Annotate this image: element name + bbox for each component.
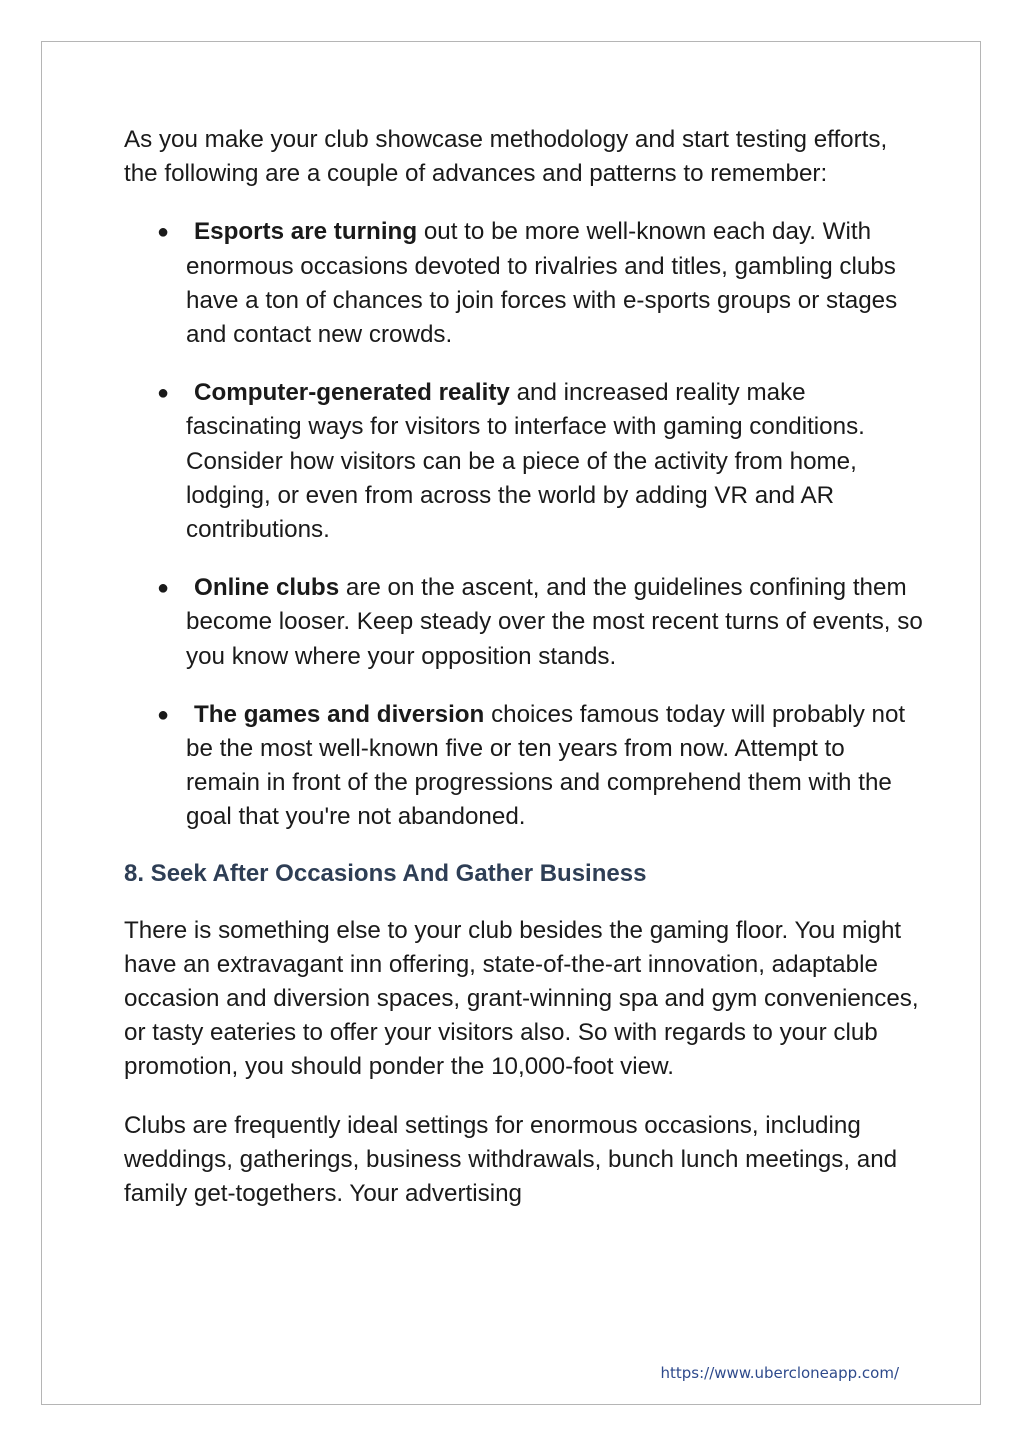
trend-list [124,215,924,834]
document-body [124,123,924,1211]
body-paragraph: Clubs are frequently ideal settings for enormous occasions, including weddings, gatherings, business withdrawals, bunch lunch meetings, and family get-togethers. Your advertising [124,1111,898,1208]
section-heading: 8. Seek After Occasions And Gather Business [124,859,647,887]
bullet-icon: ● [157,577,170,600]
bullet-text: are on the ascent, and the guidelines confining them become looser. Keep steady over the most recent turns of events, so you know where your opposition stands. [186,574,923,670]
bullet-text: choices famous today will probably not be the most well-known five or ten years from now. Attempt to remain in front of the progressions and comprehend them with the goal that you're not abandoned. [186,700,906,831]
list-item [124,698,924,835]
bullet-icon: ● [157,221,170,244]
bullet-lead: Esports are turning [194,218,418,246]
intro-paragraph: As you make your club showcase methodology and start testing efforts, the following are a couple of advances and patterns to remember: [124,126,888,188]
bullet-lead: The games and diversion [194,700,485,728]
bullet-icon: ● [157,382,170,405]
bullet-lead: Online clubs [194,574,340,602]
bullet-lead: Computer-generated reality [194,379,510,407]
bullet-text: out to be more well-known each day. With enormous occasions devoted to rivalries and titles, gambling clubs have a ton of chances to join forces with e-sports groups or stages and contact new crowds. [186,218,898,349]
list-item [124,215,924,352]
list-item [124,571,924,674]
list-item [124,376,924,547]
footer-url-link[interactable]: https://www.ubercloneapp.com/ [660,1364,899,1382]
body-paragraph: There is something else to your club besides the gaming floor. You might have an extravagant inn offering, state-of-the-art innovation, adaptable occasion and diversion spaces, grant-winning spa and gym conveniences, or tasty eateries to offer your visitors also. So with regards to your club promotion, you should ponder the 10,000-foot view. [124,916,919,1081]
bullet-icon: ● [157,703,170,726]
bullet-text: and increased reality make fascinating ways for visitors to interface with gaming conditions. Consider how visitors can be a piece of the activity from home, lodging, or even from across the world by adding VR and AR contributions. [186,379,865,544]
